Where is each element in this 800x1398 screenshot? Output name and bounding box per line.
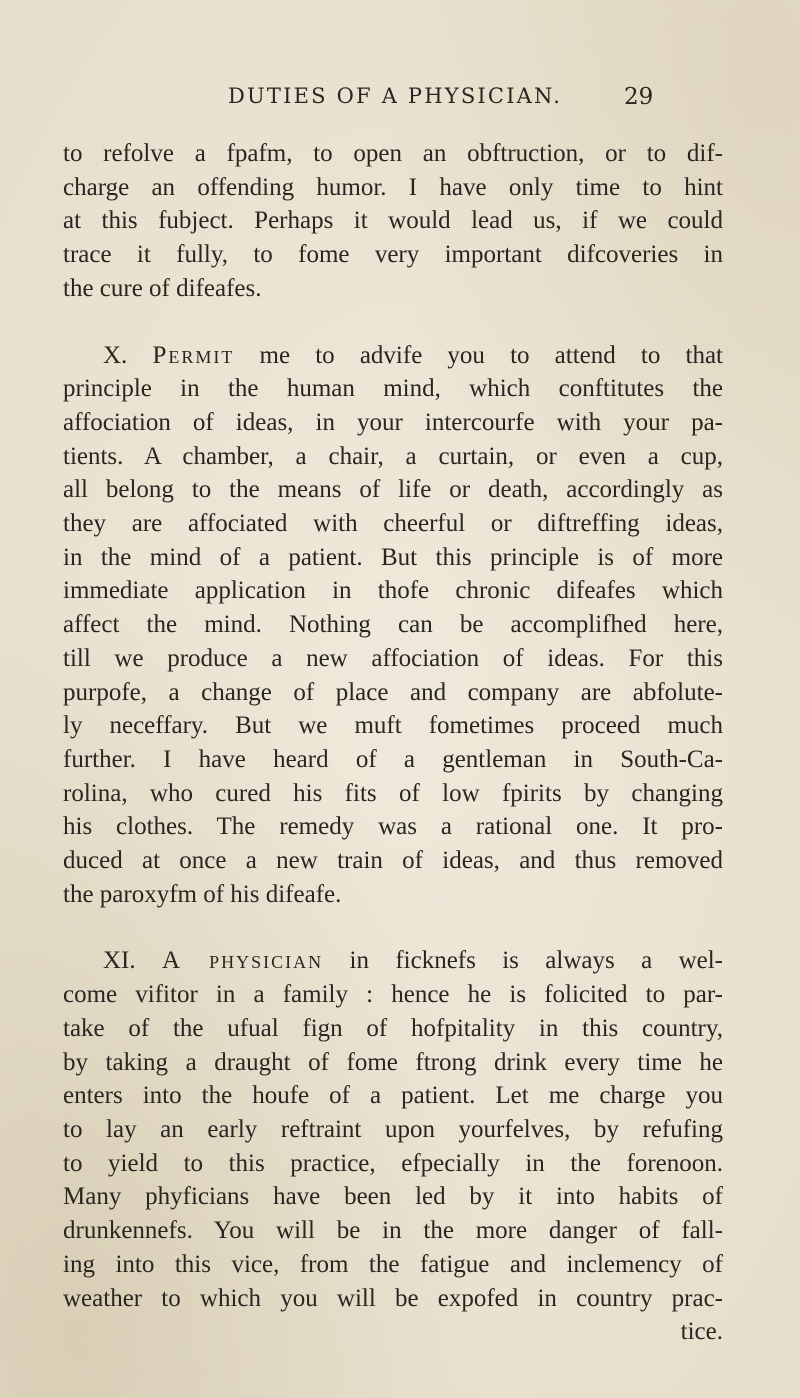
text-line: charge an offending humor. I have only time to hint [63, 173, 723, 201]
text-line: to yield to this practice, efpecially in the forenoon. [63, 1149, 723, 1177]
paragraph-xi [63, 944, 723, 1348]
text-line: to lay an early reftraint upon yourfelves, by refufing [63, 1115, 723, 1143]
text-line: duced at once a new train of ideas, and thus removed [63, 847, 723, 875]
text-line: take of the ufual fign of hofpitality in this country, [63, 1014, 723, 1042]
text-line-content: in ficknefs is always a wel- [349, 947, 724, 975]
text-line: his clothes. The remedy was a rational one. It pro- [63, 813, 723, 841]
text-line: rolina, who cured his fits of low fpirits by changing [63, 779, 723, 807]
text-line: purpofe, a change of place and company are abfolute- [63, 678, 723, 706]
text-line [63, 339, 723, 373]
lead-word: Permit [152, 341, 235, 369]
text-line: till we produce a new affociation of ideas. For this [63, 644, 723, 672]
section-number: X. [103, 341, 128, 369]
text-line: immediate application in thofe chronic difeafes which [63, 577, 723, 605]
page-number: 29 [624, 84, 654, 110]
text-line: drunkennefs. You will be in the more danger of fall- [63, 1217, 723, 1245]
text-line: ing into this vice, from the fatigue and inclemency of [63, 1250, 723, 1278]
body-text [63, 137, 723, 1349]
text-line: at this fubject. Perhaps it would lead us, if we could [63, 207, 723, 235]
text-line: the cure of difeafes. [63, 274, 262, 302]
lead-word: A physician [162, 947, 324, 975]
text-line: all belong to the means of life or death, accordingly as [63, 476, 723, 504]
page-header [0, 84, 800, 124]
text-line: affociation of ideas, in your intercourfe with your pa- [63, 408, 723, 436]
text-line: to refolve a fpafm, to open an obftruction, or to dif- [63, 140, 723, 167]
text-line: the paroxyfm of his difeafe. [63, 880, 342, 908]
catchword: tice. [680, 1318, 723, 1346]
section-number: XI. [103, 947, 136, 975]
text-line: enters into the houfe of a patient. Let me charge you [63, 1082, 723, 1110]
text-line: weather to which you will be expofed in country prac- [63, 1284, 723, 1312]
text-line-content: me to advife you to attend to that [259, 341, 724, 369]
text-line [63, 944, 723, 978]
text-line: ly neceffary. But we muft fometimes proceed much [63, 712, 723, 740]
text-line: principle in the human mind, which conftitutes the [63, 375, 723, 403]
text-line: tients. A chamber, a chair, a curtain, or even a cup, [63, 442, 723, 470]
text-line: by taking a draught of fome ftrong drink every time he [63, 1048, 723, 1076]
paragraph-1 [63, 137, 723, 306]
text-line: affect the mind. Nothing can be accomplifhed here, [63, 611, 723, 639]
text-line: Many phyficians have been led by it into habits of [63, 1183, 723, 1211]
text-line: trace it fully, to fome very important difcoveries in [63, 241, 723, 269]
paragraph-x [63, 339, 723, 912]
text-line: they are affociated with cheerful or diftreffing ideas, [63, 510, 723, 538]
text-line: in the mind of a patient. But this principle is of more [63, 543, 723, 571]
text-line: further. I have heard of a gentleman in South-Ca- [63, 745, 723, 773]
running-head: DUTIES OF A PHYSICIAN. [228, 84, 563, 108]
text-line: come vifitor in a family : hence he is folicited to par- [63, 981, 723, 1009]
